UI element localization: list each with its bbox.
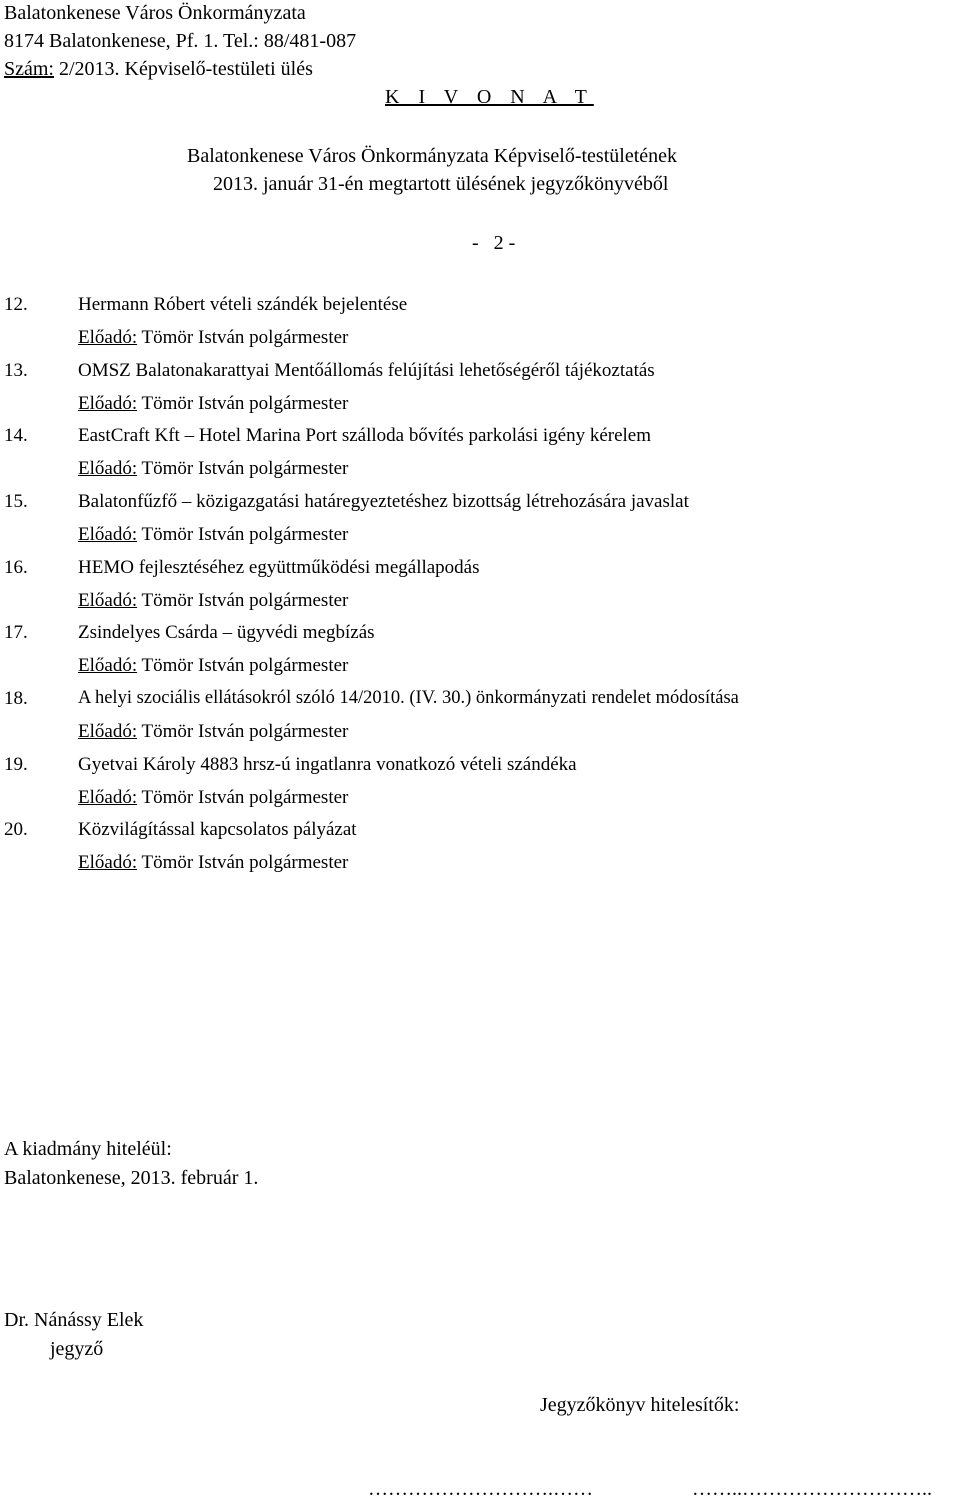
- presenter-label: Előadó:: [78, 393, 138, 414]
- presenter-label: Előadó:: [78, 327, 138, 348]
- municipality-name: Balatonkenese Város Önkormányzata: [4, 2, 306, 24]
- certification-label: A kiadmány hiteléül:: [4, 1138, 172, 1160]
- agenda-item-number: 15.: [4, 491, 28, 512]
- presenter-name: Tömör István polgármester: [141, 524, 349, 545]
- agenda-item-title: HEMO fejlesztéséhez együttműködési megállapodás: [78, 557, 480, 578]
- presenter-name: Tömör István polgármester: [141, 721, 349, 742]
- signature-line-right: ……..………………………..: [692, 1478, 932, 1500]
- agenda-item-number: 20.: [4, 819, 28, 840]
- document-number-text: 2/2013. Képviselő-testületi ülés: [54, 58, 313, 80]
- agenda-item-presenter: [78, 655, 348, 677]
- agenda-item-title: OMSZ Balatonakarattyai Mentőállomás felújítási lehetőségéről tájékoztatás: [78, 360, 655, 381]
- presenter-label: Előadó:: [78, 721, 138, 742]
- kivonat-title: [385, 84, 594, 110]
- page-number: - 2 -: [472, 232, 516, 254]
- agenda-item-number: 14.: [4, 425, 28, 446]
- agenda-item-title: Balatonfűzfő – közigazgatási határegyeztetéshez bizottság létrehozására javaslat: [78, 491, 689, 512]
- agenda-item-presenter: [78, 787, 348, 809]
- presenter-name: Tömör István polgármester: [141, 590, 349, 611]
- presenter-name: Tömör István polgármester: [141, 655, 349, 676]
- agenda-item-number: 12.: [4, 294, 28, 315]
- municipality-address: [4, 28, 356, 54]
- presenter-label: Előadó:: [78, 524, 138, 545]
- presenter-label: Előadó:: [78, 655, 138, 676]
- agenda-item-title: Zsindelyes Csárda – ügyvédi megbízás: [78, 622, 375, 643]
- agenda-item-presenter: [78, 721, 348, 743]
- signatory-name: Dr. Nánássy Elek: [4, 1309, 144, 1331]
- agenda-item-title: Gyetvai Károly 4883 hrsz-ú ingatlanra vonatkozó vételi szándéka: [78, 754, 577, 775]
- document-number: [4, 56, 313, 82]
- presenter-name: Tömör István polgármester: [141, 787, 349, 808]
- presenter-label: Előadó:: [78, 787, 138, 808]
- presenter-name: Tömör István polgármester: [141, 852, 349, 873]
- presenter-label: Előadó:: [78, 590, 138, 611]
- agenda-item-presenter: [78, 327, 348, 349]
- agenda-item-presenter: [78, 852, 348, 874]
- presenter-label: Előadó:: [78, 852, 138, 873]
- agenda-item-number: 18.: [4, 688, 28, 709]
- municipality-address-text: 8174 Balatonkenese, Pf. 1. Tel.: 88/481-087: [4, 30, 357, 52]
- agenda-item-title: EastCraft Kft – Hotel Marina Port szálloda bővítés parkolási igény kérelem: [78, 425, 652, 446]
- agenda-item-presenter: [78, 393, 348, 415]
- agenda-item-number: 19.: [4, 754, 28, 775]
- presenter-label: Előadó:: [78, 458, 138, 479]
- agenda-item-title: Közvilágítással kapcsolatos pályázat: [78, 819, 357, 840]
- document-number-label: Szám:: [4, 58, 54, 80]
- agenda-item-presenter: [78, 524, 348, 546]
- presenter-name: Tömör István polgármester: [141, 458, 349, 479]
- agenda-item-title: Hermann Róbert vételi szándék bejelentése: [78, 294, 408, 315]
- agenda-item-title: A helyi szociális ellátásokról szóló 14/2010. (IV. 30.) önkormányzati rendelet módosítása: [78, 688, 739, 708]
- agenda-item-number: 17.: [4, 622, 28, 643]
- agenda-item-number: 13.: [4, 360, 28, 381]
- signature-line-left: ……………………….……: [368, 1478, 593, 1500]
- agenda-item-presenter: [78, 458, 348, 480]
- presenter-name: Tömör István polgármester: [141, 327, 349, 348]
- kivonat-text: K I V O N A T: [385, 86, 594, 108]
- document-subtitle-2: 2013. január 31-én megtartott ülésének jegyzőkönyvéből: [213, 173, 669, 195]
- signatory-role: jegyző: [50, 1338, 104, 1360]
- place-and-date: Balatonkenese, 2013. február 1.: [4, 1167, 259, 1189]
- agenda-item-presenter: [78, 590, 348, 612]
- authenticators-label: Jegyzőkönyv hitelesítők:: [540, 1394, 740, 1416]
- agenda-item-number: 16.: [4, 557, 28, 578]
- presenter-name: Tömör István polgármester: [141, 393, 349, 414]
- document-subtitle-1: Balatonkenese Város Önkormányzata Képviselő-testületének: [187, 145, 678, 167]
